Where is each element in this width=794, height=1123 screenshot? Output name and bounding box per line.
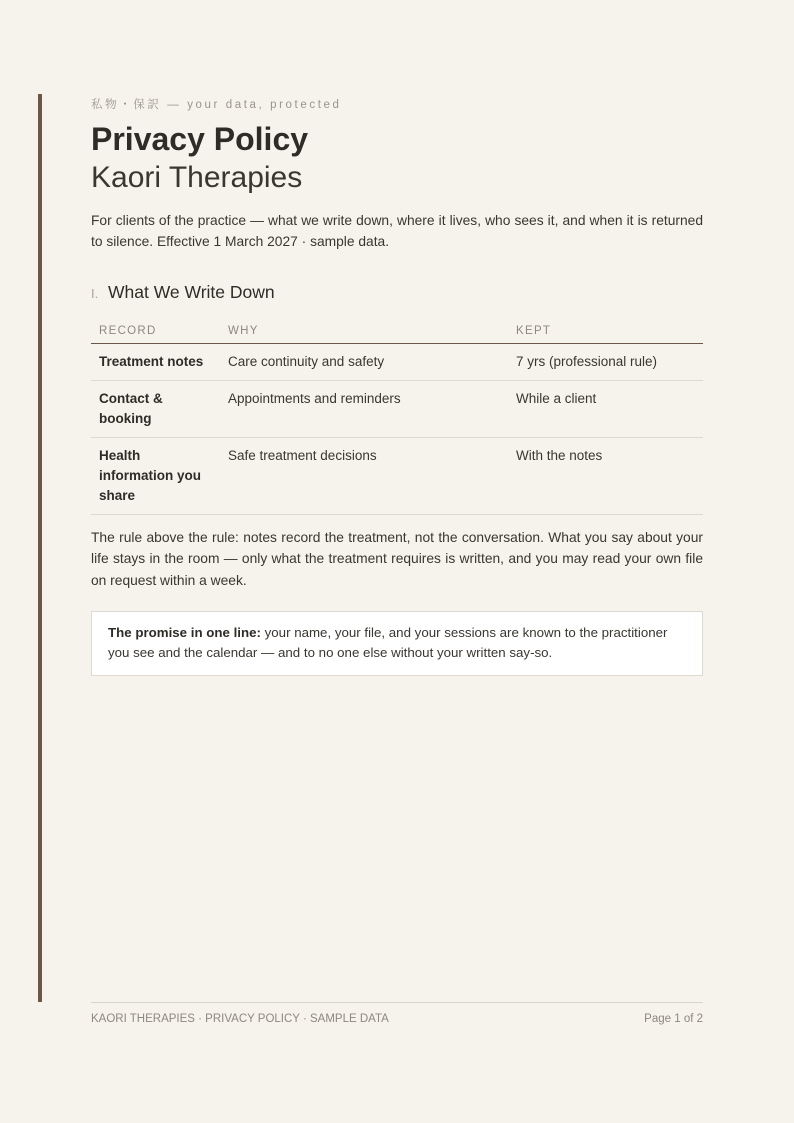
page-title: Privacy Policy <box>91 121 309 157</box>
column-header-record: RECORD <box>91 321 220 344</box>
table-header-row <box>91 321 703 344</box>
cell-record: Health information you share <box>91 437 220 514</box>
intro-paragraph: For clients of the practice — what we write down, where it lives, who sees it, and when it is returned to silence. Effective 1 March 2027 · sample data. <box>91 212 703 249</box>
accent-rule <box>38 94 42 1002</box>
cell-record: Contact & booking <box>91 380 220 437</box>
section-heading <box>91 282 703 303</box>
promise-label: The promise in one line: <box>108 625 261 641</box>
table-row <box>91 437 703 514</box>
cell-why: Appointments and reminders <box>220 380 508 437</box>
promise-callout <box>91 611 703 676</box>
cell-record: Treatment notes <box>91 343 220 380</box>
column-header-kept: KEPT <box>508 321 703 344</box>
page-footer <box>91 1002 703 1025</box>
section-title: What We Write Down <box>108 281 275 302</box>
cell-kept: 7 yrs (professional rule) <box>508 343 703 380</box>
rule-paragraph: The rule above the rule: notes record the treatment, not the conversation. What you say about your life stays in the room — only what the treatment requires is written, and you may read your own file on request within a week. <box>91 529 703 588</box>
records-table <box>91 321 703 515</box>
cell-why: Care continuity and safety <box>220 343 508 380</box>
cell-kept: With the notes <box>508 437 703 514</box>
page-number: Page 1 of 2 <box>644 1013 703 1025</box>
promise-text: your name, your file, and your sessions are known to the practitioner you see and the calendar — and to no one else without your written say-so. <box>108 625 668 661</box>
practice-name: Kaori Therapies <box>91 161 303 195</box>
document-body <box>91 96 703 676</box>
cell-kept: While a client <box>508 380 703 437</box>
footer-left-text: KAORI THERAPIES · PRIVACY POLICY · SAMPLE DATA <box>91 1013 389 1025</box>
table-row <box>91 380 703 437</box>
table-row <box>91 343 703 380</box>
eyebrow-tagline: 私物・保訳 — your data, protected <box>91 99 342 111</box>
cell-why: Safe treatment decisions <box>220 437 508 514</box>
column-header-why: WHY <box>220 321 508 344</box>
section-number: I. <box>91 285 99 301</box>
